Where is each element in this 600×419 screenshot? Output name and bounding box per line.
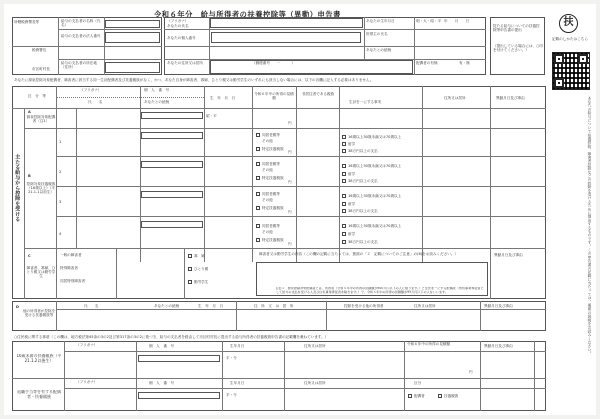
row-b2-specific-checkbox[interactable] <box>256 176 260 180</box>
col-address: 住所又は居所 <box>444 96 466 100</box>
row-b4-elderly-label: 同居老親等 <box>262 224 280 228</box>
row-b2-study-label: 留学 <box>348 172 356 176</box>
form-type-stamp: 扶 <box>559 14 578 33</box>
city-label: 市区町村長 <box>32 67 50 71</box>
row-b4-pay-label: 38万円以上の支払 <box>348 240 378 244</box>
row-a-letter: A <box>28 110 31 114</box>
rt-col-birth: 生年月日 <box>230 344 245 348</box>
payer-number-label: 給与の支払者の法人番号 <box>61 34 101 38</box>
row-b4-study-label: 留学 <box>348 232 356 236</box>
row-b1-number-field[interactable] <box>141 132 203 139</box>
row-b1-specific-checkbox[interactable] <box>256 147 260 151</box>
retire-era[interactable]: 平・令 <box>226 393 237 397</box>
postcode-label: （郵便番号 － ） <box>252 61 296 65</box>
row-d-label: 他の所得者が控除を受ける扶養親族等 <box>22 309 56 318</box>
retire-spouse-checkbox[interactable] <box>408 394 412 398</box>
retire-dependent-label: 扶養親族 <box>444 394 459 398</box>
rt2-col-category: 区分 <box>414 381 422 385</box>
retire-number-field[interactable] <box>138 392 220 399</box>
row-b-letter: B <box>28 174 31 178</box>
col-birth: 生 年 月 日 <box>210 96 236 100</box>
row-b4-nonres-checkbox[interactable] <box>342 224 346 228</box>
resident-tax-header: ○住民税に関する事項（この欄は、地方税法第45条の3の2及び第317条の3の2に基づき、給与の支払者を経由して市区町村長に提出する給与所得者の扶養親族申告書の記載欄を兼ねています。） <box>14 335 329 339</box>
rt-col-change: 異動月日及び事由 <box>484 344 513 348</box>
rt2-col-address: 住所又は居所 <box>304 381 326 385</box>
retire-dependent-checkbox[interactable] <box>438 394 442 398</box>
spouse-value[interactable]: 有・無 <box>459 61 470 65</box>
rt-col-number: 個 人 番 号 <box>149 344 175 348</box>
rt2-col-birth: 生年月日 <box>230 381 245 385</box>
payer-name-field[interactable] <box>105 20 160 28</box>
row-b-label: 控除対象扶養親族（16歳以上）（平21.1.1以前生） <box>26 182 56 195</box>
col-nonresident: 非居住者である親族 <box>301 92 335 96</box>
your-name-input[interactable] <box>210 18 363 28</box>
row-b3-specific-label: 特定扶養親族 <box>262 206 284 210</box>
col-number: 個 人 番 号 <box>144 88 170 92</box>
row-c-label: 障害者、寡婦、ひとり親又は勤労学生 <box>26 266 56 279</box>
disabled-cohabiting: 同居特別障害者 <box>60 279 86 283</box>
row-b3-specific-checkbox[interactable] <box>256 206 260 210</box>
col-change: 異動月日及び事由 <box>496 96 525 100</box>
rt2-col-number: 個 人 番 号 <box>149 381 175 385</box>
row-c-letter: C <box>28 254 31 258</box>
payer-name-label: 給与の支払者の名称（氏名） <box>61 19 101 28</box>
row-b2-specific-label: 特定扶養親族 <box>262 176 284 180</box>
row-b4-other-label: その他 <box>262 230 273 234</box>
row-b2-number-field[interactable] <box>141 161 203 168</box>
d-col-address: 住 所 又 は 居 所 <box>254 304 294 308</box>
row-b4-number-field[interactable] <box>141 221 203 228</box>
working-student-checkbox[interactable] <box>188 280 192 284</box>
row-b1-pay-label: 38万円以上の支払 <box>348 149 378 153</box>
secondary-pay-note: 従たる給与についての扶養控除等申告書の提出 <box>493 24 540 33</box>
retire-spouse-label: 配偶者 <box>414 394 425 398</box>
widow-checkbox[interactable] <box>188 254 192 258</box>
row-b4-number: 4 <box>59 232 62 236</box>
householder-label: 世帯主の氏名 <box>366 32 388 36</box>
d-col-other-name: 控除を受ける他の所得者 <box>344 304 384 308</box>
payer-address-field[interactable] <box>105 62 160 73</box>
your-number-label: あなたの個人番号 <box>167 36 196 40</box>
row-c-change-label: 異動月日及び事由 <box>494 253 523 257</box>
under16-era[interactable]: 平・令 <box>226 356 237 360</box>
row-b1-study-checkbox[interactable] <box>342 142 346 146</box>
payer-address-label: 給与の支払者の所在地（住所） <box>61 61 97 70</box>
row-b3-elderly-label: 同居老親等 <box>262 192 280 196</box>
your-address-label: あなたの住所又は居所 <box>167 61 203 65</box>
vertical-main-label: 主たる給与から控除を受ける <box>14 154 21 222</box>
col-name: 氏 名 <box>88 100 103 104</box>
row-b1-nonres-label: 16歳以上30歳未満又は70歳以上 <box>348 135 402 139</box>
row-b3-nonres-label: 16歳以上30歳未満又は70歳以上 <box>348 194 402 198</box>
row-b3-number-field[interactable] <box>141 191 203 198</box>
col-income: 令和６年中の所得の見積額 <box>254 92 294 101</box>
row-c-note: 障害者又は勤労学生の内容（この欄の記載に当たっては、裏面の「２ 記載についてのご注意」の(8)をお読みください。） <box>259 252 459 256</box>
your-number-input[interactable] <box>211 32 361 43</box>
under16-label: 16歳未満の扶養親族（平21.1.2以後生） <box>16 354 62 363</box>
qr-code-icon[interactable] <box>552 52 590 90</box>
office-label: 所轄税務署長等 <box>14 20 40 24</box>
qr-caption: 記載のしかたはこちら <box>552 37 588 41</box>
row-b1-specific-label: 特定扶養親族 <box>262 147 284 151</box>
row-b2-elderly-label: 同居老親等 <box>262 162 280 166</box>
row-d-letter: D <box>16 305 19 309</box>
row-b2-pay-label: 38万円以上の支払 <box>348 179 378 183</box>
submit-mark-note: （提出している場合には、○印を付けてください。） <box>493 44 543 53</box>
tax-office-label: 税務署長 <box>32 48 47 52</box>
row-b1-nonres-checkbox[interactable] <box>342 135 346 139</box>
row-b1-yen: 円 <box>288 150 292 154</box>
spouse-label: 配偶者の有無 <box>416 61 438 65</box>
row-a-yen: 円 <box>288 121 292 125</box>
row-b4-pay-checkbox[interactable] <box>342 240 346 244</box>
row-b2-elderly-checkbox[interactable] <box>256 162 260 166</box>
d-col-other-address: 住所又は居所 <box>414 304 436 308</box>
row-b4-specific-checkbox[interactable] <box>256 238 260 242</box>
d-col-name: 氏 名 <box>84 304 99 308</box>
instruction-text: あなたに源泉控除対象配偶者、障害者に該当する同一生計配偶者及び扶養親族がなく、かつ、あなた自身が障害者、寡婦、ひとり親又は勤労学生のいずれにも該当しない場合には、以下の各欄に記入する必要はありません。 <box>14 78 374 82</box>
row-b3-nonres-checkbox[interactable] <box>342 194 346 198</box>
row-b1-pay-checkbox[interactable] <box>342 149 346 153</box>
birthdate-era[interactable]: 明・大・昭・平 <box>416 19 442 23</box>
row-b3-other-label: その他 <box>262 198 273 202</box>
row-b4-nonres-label: 16歳以上30歳未満又は70歳以上 <box>348 224 402 228</box>
furigana-label: （フリガナ） <box>167 19 189 23</box>
retirement-label: 退職手当等を有する配偶者・扶養親族 <box>17 390 61 399</box>
right-margin-text: あなたの給与について扶養控除、障害者控除などの控除を受けるために提出するものです。この申告書の記載に当たっては、裏面の説明をお読みください。 <box>588 96 592 355</box>
row-b2-yen: 円 <box>288 180 292 184</box>
row-b3-yen: 円 <box>288 210 292 214</box>
row-b3-study-label: 留学 <box>348 202 356 206</box>
d-col-change: 異動月日及び事由 <box>484 304 513 308</box>
row-b3-pay-checkbox[interactable] <box>342 209 346 213</box>
row-b4-elderly-checkbox[interactable] <box>256 224 260 228</box>
working-student-label: 勤労学生 <box>194 280 209 284</box>
d-col-relation: あなたとの続柄 <box>154 304 180 308</box>
col-furigana: （フリガナ） <box>80 88 102 92</box>
single-parent-checkbox[interactable] <box>188 267 192 271</box>
row-b2-nonres-checkbox[interactable] <box>342 164 346 168</box>
row-b2-nonres-label: 16歳以上30歳未満又は70歳以上 <box>348 164 402 168</box>
row-b2-number: 2 <box>59 170 62 174</box>
form-title: 令和６年分 給与所得者の扶養控除等（異動）申告書 <box>154 10 341 19</box>
under16-number-field[interactable] <box>138 355 220 362</box>
row-a-era[interactable]: 昭・平 <box>206 114 217 118</box>
row-b1-elderly-label: 同居老親等 <box>262 133 280 137</box>
disabled-special: 特別障害者 <box>60 266 78 270</box>
tax-form-sheet <box>4 4 596 415</box>
row-b3-number: 3 <box>59 200 62 204</box>
birthdate-label: あなたの生年月日 <box>366 19 395 23</box>
row-a-number-field[interactable] <box>141 112 203 119</box>
row-b1-number: 1 <box>59 140 62 144</box>
row-b4-specific-label: 特定扶養親族 <box>262 238 284 242</box>
rt-col-furigana: （フリガナ） <box>76 343 98 347</box>
d-col-birth: 生 年 月 日 <box>198 304 224 308</box>
rt-col-income: 令和６年中の所得の見積額 <box>407 342 451 346</box>
relation-label: あなたとの続柄 <box>366 48 392 52</box>
row-b2-study-checkbox[interactable] <box>342 172 346 176</box>
col-relation: あなたとの続柄 <box>144 100 170 104</box>
row-b2-other-label: その他 <box>262 168 273 172</box>
widow-label: 寡 婦 <box>194 254 205 258</box>
row-b3-study-checkbox[interactable] <box>342 202 346 206</box>
row-b3-pay-label: 38万円以上の支払 <box>348 209 378 213</box>
row-a-label: 源泉控除対象配偶者（注1） <box>26 115 56 124</box>
row-b4-study-checkbox[interactable] <box>342 232 346 236</box>
payer-number-field[interactable] <box>105 32 160 43</box>
row-b1-elderly-checkbox[interactable] <box>256 133 260 137</box>
row-b1-study-label: 留学 <box>348 142 356 146</box>
col-living: 生計を一にする事実 <box>349 100 382 104</box>
rt-col-address: 住所又は居所 <box>304 344 326 348</box>
birthdate-units: 年 月 日 <box>444 19 470 23</box>
disabled-general: 一般の障害者 <box>60 253 82 257</box>
col-section: 区 分 等 <box>28 94 46 98</box>
note-1: (注)１ 源泉控除対象配偶者とは、所得者（令和６年中の所得の見積額が900万円以下の人に限ります。）と生計を一にする配偶者（青色事業専従者として給与の支払を受ける人及び白色事業専従者を除きます。）で、令和６年中の所得の見積額が95万円以下の人をいいます。 <box>276 287 484 294</box>
row-b2-pay-checkbox[interactable] <box>342 179 346 183</box>
row-b3-elderly-checkbox[interactable] <box>256 192 260 196</box>
row-b1-other-label: その他 <box>262 139 273 143</box>
your-name-label: あなたの氏名 <box>167 24 189 28</box>
rt2-col-furigana: （フリガナ） <box>76 380 98 384</box>
your-address-input[interactable] <box>210 60 413 74</box>
single-parent-label: ひとり親 <box>194 267 209 271</box>
row-b4-yen: 円 <box>288 242 292 246</box>
under16-yen: 円 <box>469 370 473 374</box>
